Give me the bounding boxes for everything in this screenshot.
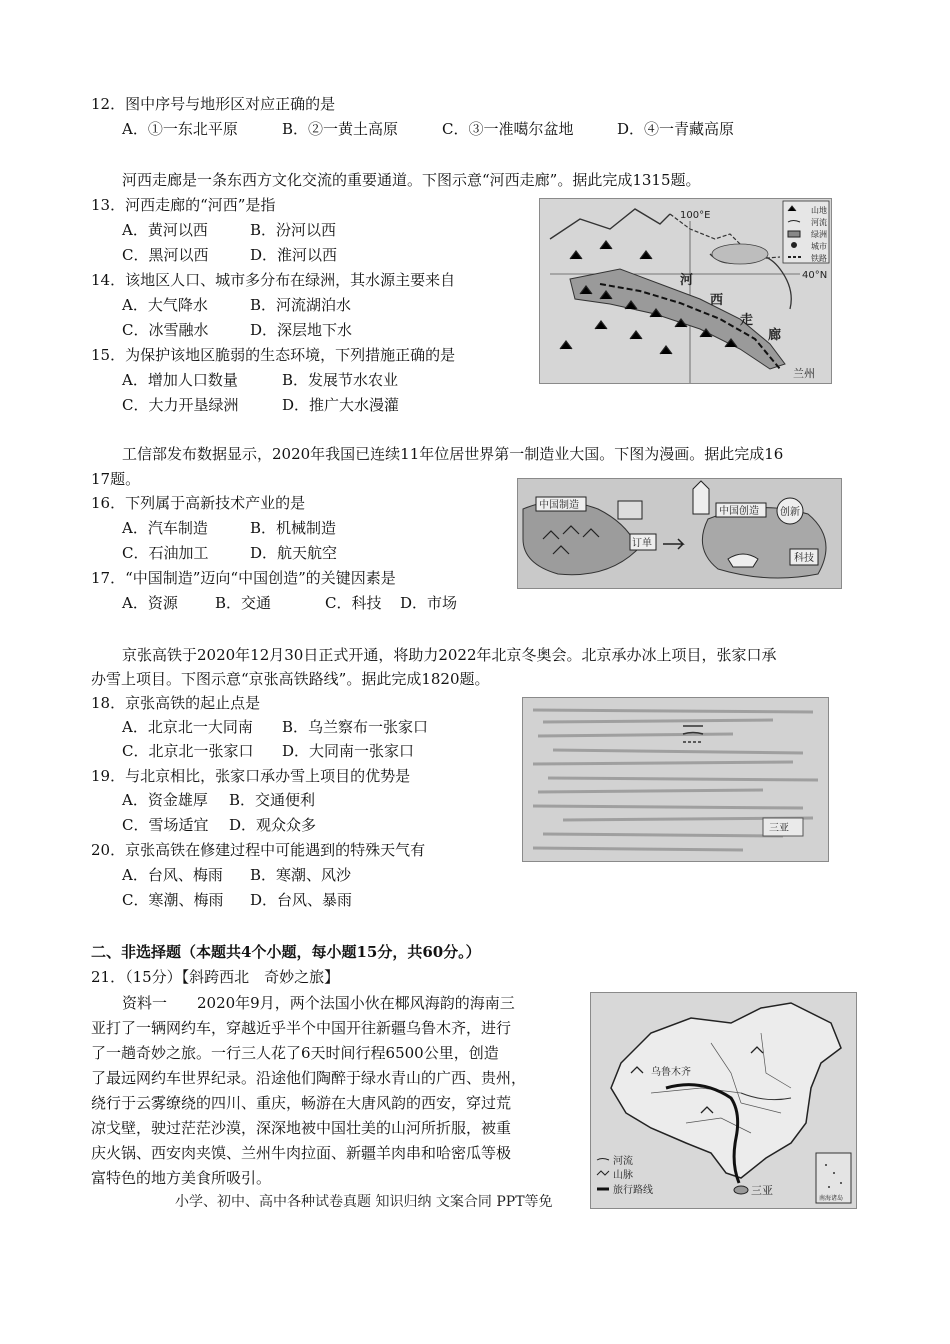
legend-mountain: 山脉 xyxy=(613,1170,633,1181)
question-18-options-row2 xyxy=(122,741,414,761)
legend-travel-route: 旅行路线 xyxy=(613,1185,653,1196)
city-label-urumqi: 乌鲁木齐 xyxy=(651,1067,691,1078)
hexi-corridor-map xyxy=(539,198,832,384)
option-d: D．航天航空 xyxy=(250,544,338,562)
option-a: A．大气降水 xyxy=(122,296,208,314)
question-15-options-row2 xyxy=(122,395,399,415)
question-15-options-row1 xyxy=(122,370,398,390)
option-a: A．资源 xyxy=(122,594,178,612)
option-d: D．大同南一张家口 xyxy=(282,742,415,760)
option-c: C．③一准噶尔盆地 xyxy=(442,120,574,138)
option-b: B．寒潮、风沙 xyxy=(250,866,352,884)
question-12-stem: 12．图中序号与地形区对应正确的是 xyxy=(91,95,336,113)
option-b: B．乌兰察布一张家口 xyxy=(282,718,429,736)
question-13-stem: 13．河西走廊的“河西”是指 xyxy=(91,196,276,214)
option-c: C．雪场适宜 xyxy=(122,816,209,834)
material-line-3: 了一趟奇妙之旅。一行三人花了6天时间行程6500公里，创造 xyxy=(91,1044,499,1062)
city-label-lanzhou: 兰州 xyxy=(793,367,815,380)
option-d: D．观众众多 xyxy=(229,816,317,834)
option-a: A．①一东北平原 xyxy=(122,120,238,138)
option-c: C．科技 xyxy=(325,594,382,612)
option-d: D．台风、暴雨 xyxy=(250,891,353,909)
question-19-options-row1 xyxy=(122,790,315,810)
option-b: B．交通便利 xyxy=(229,791,316,809)
question-17-stem: 17．“中国制造”迈向“中国创造”的关键因素是 xyxy=(91,569,396,587)
question-19-stem: 19．与北京相比，张家口承办雪上项目的优势是 xyxy=(91,767,411,785)
longitude-label: 100°E xyxy=(680,210,711,221)
option-a: A．黄河以西 xyxy=(122,221,208,239)
corridor-label-2: 西 xyxy=(710,293,724,308)
corridor-label-1: 河 xyxy=(680,273,694,288)
option-a: A．北京北一大同南 xyxy=(122,718,253,736)
option-c: C．大力开垦绿洲 xyxy=(122,396,239,414)
material-line-1: 资料一 2020年9月，两个法国小伙在椰风海韵的海南三 xyxy=(122,994,515,1012)
cartoon-innovate: 创新 xyxy=(780,507,800,518)
cartoon-tech: 科技 xyxy=(794,553,814,564)
material-line-5: 绕行于云雾缭绕的四川、重庆，畅游在大唐风韵的西安，穿过荒 xyxy=(91,1094,512,1112)
hsr-map-label: 三亚 xyxy=(769,823,789,834)
material-line-2: 亚打了一辆网约车，穿越近乎半个中国开往新疆乌鲁木齐，进行 xyxy=(91,1019,512,1037)
legend-railway: 铁路 xyxy=(811,254,827,263)
manufacturing-cartoon xyxy=(517,478,842,589)
latitude-label: 40°N xyxy=(802,270,828,281)
question-20-options-row1 xyxy=(122,865,351,885)
legend-city: 城市 xyxy=(811,242,827,251)
option-a: A．资金雄厚 xyxy=(122,791,208,809)
option-b: B．发展节水农业 xyxy=(282,371,399,389)
question-12-options xyxy=(122,119,734,139)
page-footer: 小学、初中、高中各种试卷真题 知识归纳 文案合同 PPT等免 xyxy=(175,1194,553,1210)
hexi-intro: 河西走廊是一条东西方文化交流的重要通道。下图示意“河西走廊”。据此完成1315题。 xyxy=(122,171,701,189)
section-heading-part2: 二、非选择题（本题共4个小题，每小题15分，共60分。） xyxy=(91,943,481,961)
inset-south-china-sea: 南海诸岛 xyxy=(819,1195,844,1202)
option-b: B．机械制造 xyxy=(250,519,337,537)
option-a: A．增加人口数量 xyxy=(122,371,238,389)
material-line-6: 凉戈壁，驶过茫茫沙漠，深深地被中国壮美的山河所折服，被重 xyxy=(91,1119,512,1137)
question-19-options-row2 xyxy=(122,815,316,835)
legend-river: 河流 xyxy=(811,218,827,227)
option-a: A．台风、梅雨 xyxy=(122,866,223,884)
hsr-route-map xyxy=(522,697,829,862)
question-18-stem: 18．京张高铁的起止点是 xyxy=(91,694,261,712)
question-20-options-row2 xyxy=(122,890,352,910)
hsr-intro-line1: 京张高铁于2020年12月30日正式开通，将助力2022年北京冬奥会。北京承办冰上项目，张家口承 xyxy=(122,646,777,664)
option-c: C．北京北一张家口 xyxy=(122,742,254,760)
option-c: C．石油加工 xyxy=(122,544,209,562)
question-18-options-row1 xyxy=(122,717,428,737)
option-d: D．推广大水漫灌 xyxy=(282,396,400,414)
option-d: D．市场 xyxy=(400,594,458,612)
legend-mountain: 山地 xyxy=(811,206,827,215)
option-d: D．淮河以西 xyxy=(250,246,338,264)
question-13-options-row2 xyxy=(122,245,337,265)
china-travel-map xyxy=(590,992,857,1209)
question-16-options-row1 xyxy=(122,518,336,538)
legend-oasis: 绿洲 xyxy=(811,230,827,239)
corridor-label-4: 廊 xyxy=(768,328,782,343)
option-d: D．④一青藏高原 xyxy=(617,120,735,138)
manufacturing-intro-line1: 工信部发布数据显示，2020年我国已连续11年位居世界第一制造业大国。下图为漫画。据此完成16 xyxy=(122,445,784,463)
material-line-4: 了最远网约车世界纪录。沿途他们陶醉于绿水青山的广西、贵州， xyxy=(91,1069,527,1087)
option-c: C．冰雪融水 xyxy=(122,321,209,339)
option-a: A．汽车制造 xyxy=(122,519,208,537)
question-20-stem: 20．京张高铁在修建过程中可能遇到的特殊天气有 xyxy=(91,841,426,859)
option-d: D．深层地下水 xyxy=(250,321,353,339)
cartoon-created-in-china: 中国创造 xyxy=(719,506,759,517)
option-b: B．汾河以西 xyxy=(250,221,337,239)
question-14-options-row2 xyxy=(122,320,352,340)
question-14-stem: 14．该地区人口、城市多分布在绿洲，其水源主要来自 xyxy=(91,271,456,289)
cartoon-order: 订单 xyxy=(632,538,652,549)
question-21-title: 21．（15分）【斜跨西北 奇妙之旅】 xyxy=(91,968,340,986)
material-line-7: 庆火锅、西安肉夹馍、兰州牛肉拉面、新疆羊肉串和哈密瓜等极 xyxy=(91,1144,512,1162)
question-17-options xyxy=(122,593,457,613)
city-label-sanya: 三亚 xyxy=(751,1184,773,1197)
material-line-8: 富特色的地方美食所吸引。 xyxy=(91,1169,272,1187)
question-16-options-row2 xyxy=(122,543,337,563)
question-14-options-row1 xyxy=(122,295,351,315)
question-16-stem: 16．下列属于高新技术产业的是 xyxy=(91,494,306,512)
option-b: B．河流湖泊水 xyxy=(250,296,352,314)
legend-river: 河流 xyxy=(613,1156,633,1167)
cartoon-made-in-china: 中国制造 xyxy=(539,500,579,511)
option-b: B．交通 xyxy=(215,594,272,612)
corridor-label-3: 走 xyxy=(740,313,754,328)
question-13-options-row1 xyxy=(122,220,336,240)
option-c: C．寒潮、梅雨 xyxy=(122,891,224,909)
manufacturing-intro-line2: 17题。 xyxy=(91,470,141,488)
hsr-intro-line2: 办雪上项目。下图示意“京张高铁路线”。据此完成1820题。 xyxy=(91,670,490,688)
option-b: B．②一黄土高原 xyxy=(282,120,399,138)
option-c: C．黑河以西 xyxy=(122,246,209,264)
question-15-stem: 15．为保护该地区脆弱的生态环境，下列措施正确的是 xyxy=(91,346,456,364)
